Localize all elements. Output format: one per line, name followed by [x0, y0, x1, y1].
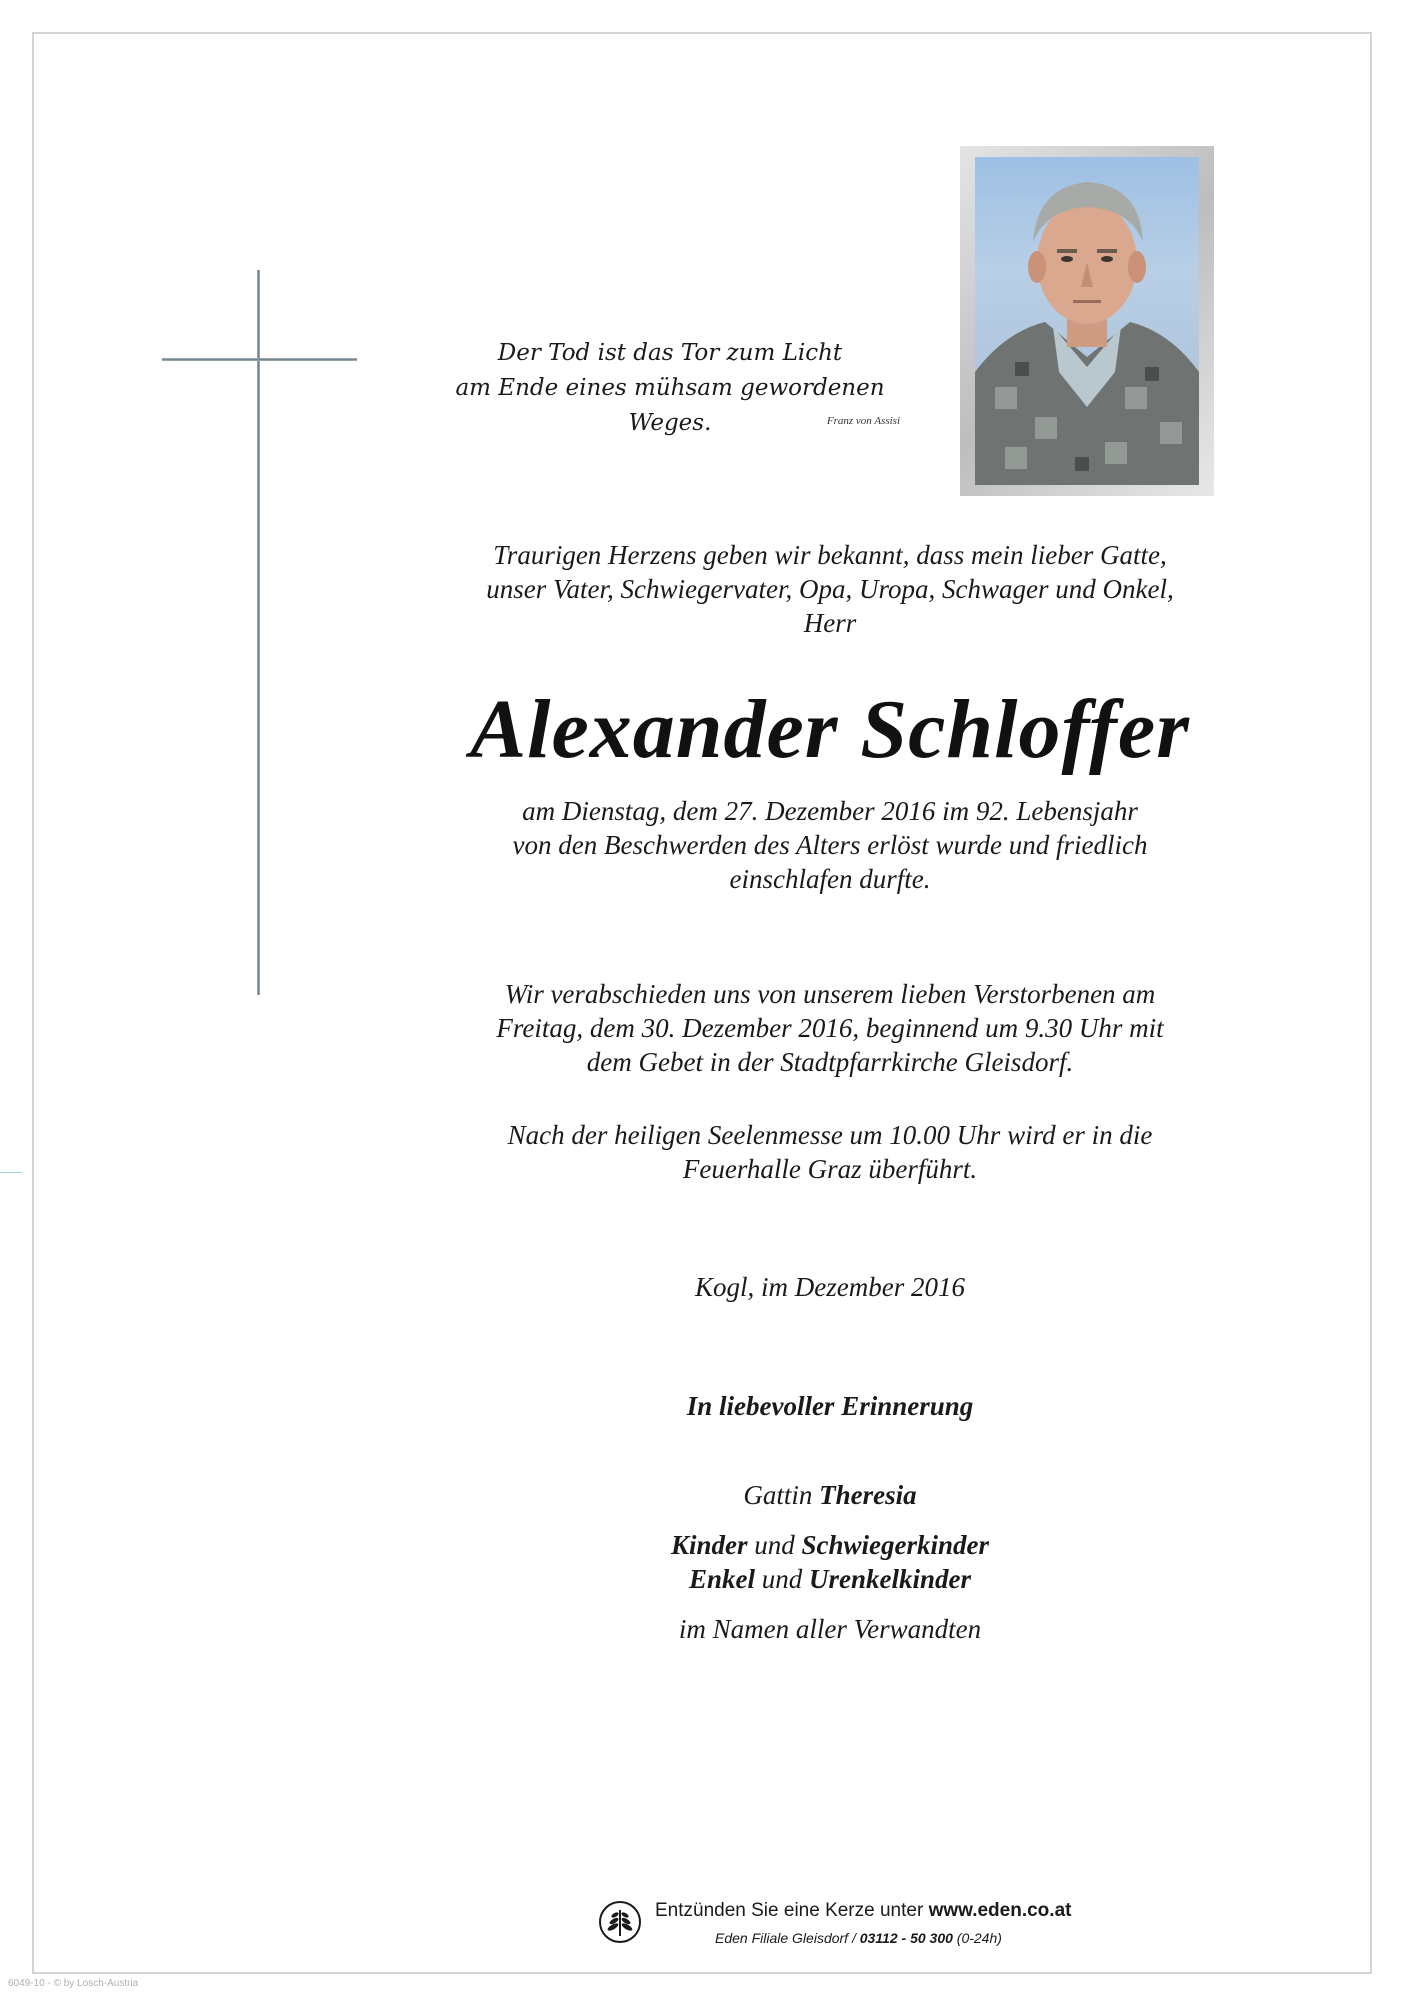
- farewell-line-3: dem Gebet in der Stadtpfarrkirche Gleisdorf.: [586, 1047, 1074, 1077]
- portrait-image: [975, 157, 1199, 485]
- mourner-wife: [380, 1478, 1280, 1512]
- footer-candle-line: [655, 1900, 1135, 1922]
- footer-contact-line: [715, 1930, 1135, 1946]
- children-label: Kinder: [670, 1530, 748, 1560]
- death-line-1: am Dienstag, dem 27. Dezember 2016 im 92. Lebensjahr: [522, 796, 1138, 826]
- farewell-line-1: Wir verabschieden uns von unserem lieben Verstorbenen am: [504, 979, 1156, 1009]
- place-date: [380, 1270, 1280, 1304]
- grandchildren-label: Enkel: [688, 1564, 755, 1594]
- deceased-name: Alexander Schloffer: [470, 683, 1190, 776]
- branch-label: Eden Filiale Gleisdorf /: [715, 1930, 856, 1946]
- intro-line-3: Herr: [803, 608, 857, 638]
- und-2: und: [761, 1564, 803, 1594]
- death-notice: [380, 794, 1280, 896]
- print-code: 6049-10 - © by Losch-Austria: [8, 1978, 139, 1989]
- mass-text: [380, 1118, 1280, 1186]
- death-line-3: einschlafen durfte.: [729, 864, 931, 894]
- mourner-grandchildren: [380, 1562, 1280, 1596]
- wife-name: Theresia: [819, 1480, 917, 1510]
- quote-author: Franz von Assisi: [826, 415, 900, 427]
- und-1: und: [754, 1530, 795, 1560]
- mourners-family: [380, 1528, 1280, 1596]
- intro-text: [380, 538, 1280, 640]
- cross-vertical-bar: [257, 270, 260, 995]
- mass-line-1: Nach der heiligen Seelenmesse um 10.00 Uhr wird er in die: [507, 1120, 1153, 1150]
- intro-line-1: Traurigen Herzens geben wir bekannt, dass mein lieber Gatte,: [493, 540, 1167, 570]
- phone-number: 03112 - 50 300: [859, 1930, 953, 1946]
- mass-line-2: Feuerhalle Graz überführt.: [682, 1154, 978, 1184]
- intro-line-2: unser Vater, Schwiegervater, Opa, Uropa, Schwager und Onkel,: [486, 574, 1174, 604]
- death-line-2: von den Beschwerden des Alters erlöst wurde und friedlich: [512, 830, 1148, 860]
- portrait-photo: [975, 157, 1199, 485]
- children-in-law-label: Schwiegerkinder: [801, 1530, 990, 1560]
- farewell-line-2: Freitag, dem 30. Dezember 2016, beginnend um 9.30 Uhr mit: [496, 1013, 1164, 1043]
- edge-mark: [0, 1172, 22, 1173]
- memory-heading: [380, 1389, 1280, 1423]
- hours-label: (0-24h): [956, 1930, 1002, 1946]
- place-date-text: Kogl, im Dezember 2016: [695, 1272, 965, 1302]
- mourners-relatives: [380, 1612, 1280, 1646]
- mourner-children: [380, 1528, 1280, 1562]
- great-grandchildren-label: Urenkelkinder: [809, 1564, 971, 1594]
- quote-line-2: am Ende eines mühsam gewordenen Weges.: [455, 375, 885, 436]
- candle-text: Entzünden Sie eine Kerze unter: [655, 1900, 924, 1921]
- wife-prefix: Gattin: [743, 1480, 813, 1510]
- mourners: [380, 1478, 1280, 1512]
- cross-horizontal-bar: [162, 358, 357, 361]
- eden-wheat-logo-icon: [598, 1900, 642, 1944]
- relatives-text: im Namen aller Verwandten: [678, 1614, 982, 1644]
- website-link[interactable]: www.eden.co.at: [928, 1900, 1072, 1921]
- memory-heading-text: In liebevoller Erinnerung: [686, 1391, 974, 1421]
- farewell-text: [380, 977, 1280, 1079]
- quote-line-1: Der Tod ist das Tor zum Licht: [497, 340, 843, 366]
